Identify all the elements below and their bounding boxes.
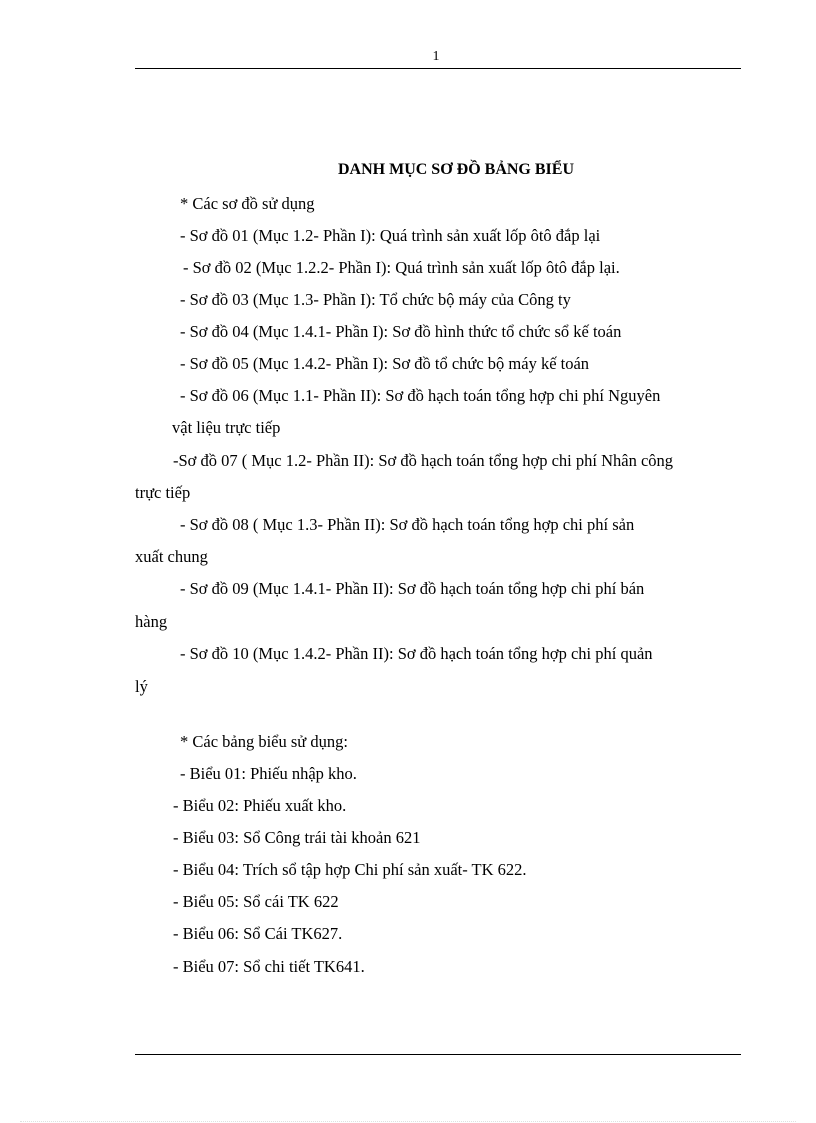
page-edge-dotted-line: [20, 1121, 796, 1122]
table-item: - Biểu 06: Sổ Cái TK627.: [173, 924, 343, 943]
diagram-item-continued: xuất chung: [135, 547, 208, 566]
document-title: DANH MỤC SƠ ĐỒ BẢNG BIỂU: [337, 161, 574, 178]
diagram-item-continued: hàng: [135, 612, 168, 631]
diagram-item: - Sơ đồ 04 (Mục 1.4.1- Phần I): Sơ đồ hình thức tổ chức sổ kế toán: [180, 322, 622, 341]
diagram-item-continued: lý: [135, 677, 148, 696]
table-item: - Biểu 03: Sổ Công trái tài khoản 621: [173, 828, 421, 847]
header-rule: [135, 68, 741, 69]
table-item: - Biểu 02: Phiếu xuất kho.: [173, 796, 347, 815]
diagram-item: - Sơ đồ 06 (Mục 1.1- Phần II): Sơ đồ hạch toán tổng hợp chi phí Nguyên: [180, 386, 661, 405]
footer-rule: [135, 1054, 741, 1055]
diagram-item: - Sơ đồ 05 (Mục 1.4.2- Phần I): Sơ đồ tổ chức bộ máy kế toán: [180, 354, 590, 373]
diagram-item: -Sơ đồ 07 ( Mục 1.2- Phần II): Sơ đồ hạch toán tổng hợp chi phí Nhân công: [173, 451, 674, 470]
tables-heading: * Các bảng biểu sử dụng:: [180, 732, 348, 751]
table-item: - Biểu 04: Trích sổ tập hợp Chi phí sản xuất- TK 622.: [173, 860, 527, 879]
diagram-item-continued: trực tiếp: [135, 483, 191, 502]
diagram-item: - Sơ đồ 09 (Mục 1.4.1- Phần II): Sơ đồ hạch toán tổng hợp chi phí bán: [180, 579, 645, 598]
diagram-item-continued: vật liệu trực tiếp: [172, 418, 281, 437]
diagram-item: - Sơ đồ 10 (Mục 1.4.2- Phần II): Sơ đồ hạch toán tổng hợp chi phí quản: [180, 644, 653, 663]
table-item: - Biểu 05: Sổ cái TK 622: [173, 892, 339, 911]
diagram-item: - Sơ đồ 08 ( Mục 1.3- Phần II): Sơ đồ hạch toán tổng hợp chi phí sản: [180, 515, 635, 534]
page-number: 1: [432, 49, 440, 64]
diagram-item: - Sơ đồ 02 (Mục 1.2.2- Phần I): Quá trình sản xuất lốp ôtô đắp lại.: [183, 258, 620, 277]
diagram-item: - Sơ đồ 03 (Mục 1.3- Phần I): Tổ chức bộ máy của Công ty: [180, 290, 571, 309]
table-item: - Biểu 07: Sổ chi tiết TK641.: [173, 957, 365, 976]
diagram-item: - Sơ đồ 01 (Mục 1.2- Phần I): Quá trình sản xuất lốp ôtô đắp lại: [180, 226, 601, 245]
diagrams-heading: * Các sơ đồ sử dụng: [180, 194, 315, 213]
table-item: - Biểu 01: Phiếu nhập kho.: [180, 764, 357, 783]
